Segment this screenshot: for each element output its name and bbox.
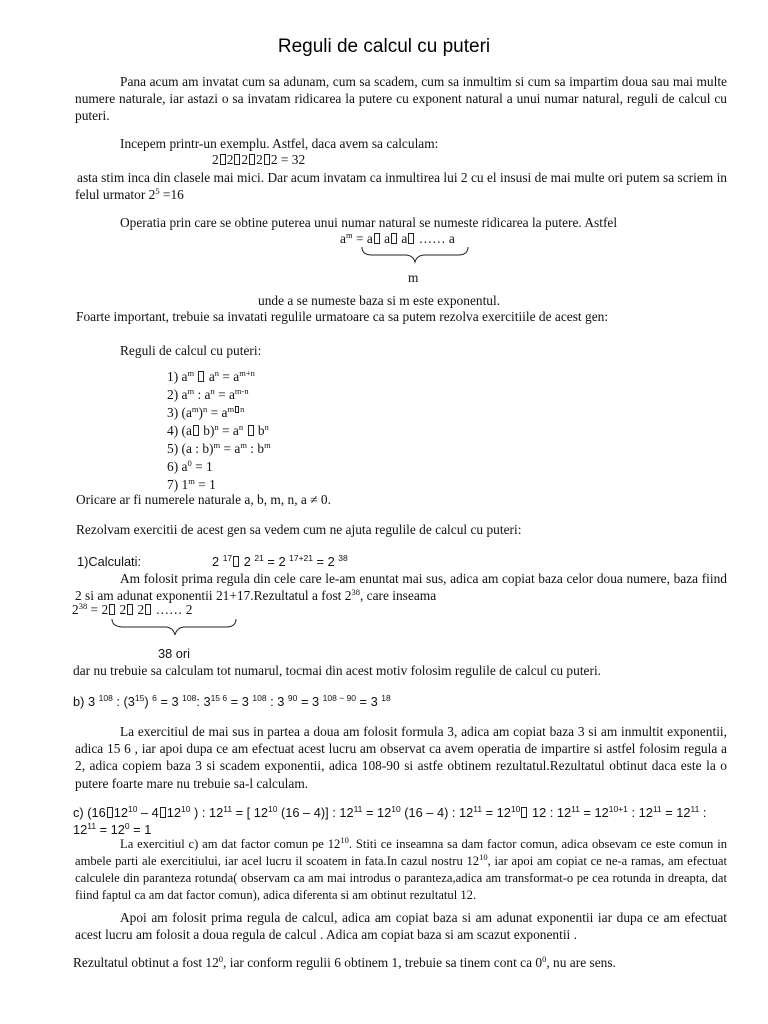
multiply-dot-icon [193,425,199,436]
multiply-dot-icon [160,807,166,818]
ex2-formula: b) 3 $^{108}$ : $(3^{15}) ^6 = 3$ $^{108}$: $3^{15 6} = 3$ $^{108}$ : 3 $^{90}$ = 3 $^{108 - 90}$ = 3 $^{18}$ [73,693,391,709]
rules-condition: Oricare ar fi numerele naturale a, b, m, n, a ≠ 0. [76,492,331,507]
example-product: 2 2 2 2 2 = 32 [212,152,306,167]
multiply-dot-icon [107,807,113,818]
solve-lead: Rezolvam exercitii de acest gen sa vedem cum ne ajuta regulile de calcul cu puteri: [76,522,522,537]
multiply-dot-icon [234,154,240,165]
ex1-formula: 2 $^{17}$ 2 $^{21}$ = 2 $^{17+21}$ = 2 $^{38}$ [212,553,348,569]
multiply-dot-icon [249,154,255,165]
brace-label-m: m [408,270,419,285]
multiply-dot-icon [521,807,527,818]
multiply-dot-icon [391,233,397,244]
example-product-result: = 32 [280,152,306,167]
intro-paragraph: Pana acum am invatat cum sa adunam, cum sa scadem, cum sa inmultim si cum sa impartim doua sau mai multe numere naturale, iar astazi o sa invatam ridicarea la putere cu exponent natural a unui numar natural, reguli de calcul cu puteri. [75,74,727,124]
definition-note: unde a se numeste baza si m este exponentul. [258,293,501,308]
rule-item: 5) (a : $b)^m = a^m$ : $b^m$ [167,440,271,456]
rule-item: 2) $a^m$ : $a^n = a^{m-n}$ [167,386,249,402]
ex3-formula-line2: $12^{11} = 12^0 = 1$ [73,821,152,837]
ex2-explanation: La exercitiul de mai sus in partea a doua am folosit formula 3, adica am copiat baza 3 si am inmultit exponentii, adica 15 6 , iar apoi dupa ce am efectuat acest lucru am observat ca avem operatia de impartire si astfel folosim regula a 2, adica copiem baza 3 si scadem exponentii, adica 108-90 si astfe obtinem rezultatul.Rezultatul obtinut daca este la o putere foarte mare nu trebuie sa-l calculam. [75,724,727,791]
brace-m [360,245,470,265]
brace-label-38: 38 ori [158,646,191,661]
ex1-label: 1)Calculati: [77,554,142,569]
example-lead: Incepem printr-un exemplu. Astfel, daca avem sa calculam: [120,136,439,151]
multiply-dot-icon [374,233,380,244]
multiply-dot-icon [145,604,151,615]
multiply-dot-icon [248,425,254,436]
rule-item: 3) $(a^m)^n = a^{m n}$ [167,404,245,420]
brace-38 [110,617,240,639]
multiply-dot-icon [408,233,414,244]
multiply-dot-icon [235,406,239,413]
definition-formula: $a^m = a$ a a …… a [340,230,455,246]
multiply-dot-icon [109,604,115,615]
final-note: Rezultatul obtinut a fost $12^0$, iar conform regulii 6 obtinem 1, trebuie sa tinem cont ca $0^0$, nu are sens. [73,954,616,970]
rule-item: 1) $a^m$ $a^n = a^{m+n}$ [167,368,255,384]
multiply-dot-icon [198,371,204,382]
ex3-formula-line1: c) (16 $12^{10} - 4$ $12^{10}$ ) : $12^{11}$ = [ $12^{10}$ (16 – 4)] : $12^{11} = 12^{10}$ (16 – 4) : $12^{11} = 12^{10}$ 12 : $12^{11} = 12^{10+1}$ : $12^{11} = 12^{11}$ : [73,804,707,820]
ex1-expansion: $2^{38} = 2$ 2 2 …… 2 [72,601,193,617]
ex1-explanation: Am folosit prima regula din cele care le-am enuntat mai sus, adica am copiat baza celor doua numere, baza fiind 2 si am adunat exponentii 21+17.Rezultatul a fost $2^{38}$, care inseama [75,571,727,604]
multiply-dot-icon [220,154,226,165]
ex3-explanation: La exercitiul c) am dat factor comun pe $12^{10}$. Stiti ce inseamna sa dam factor comun, adica obsevam ce este comun in ambele parti ale exercitiului, iar acel lucru il scoatem in fata.In cazul nostru $12^{10}$, iar apoi am copiat ce ne-a ramas, am efectuat calculele din paranteza rotunda( observam ca am mai introdus o paranteza,adica am transformat-o pe cea rotunda in dreapta, dat fiind faptul ca am dat factor comun), adica diferenta si am obtinut rezultatul 12. [75,835,727,902]
ex1-conclusion: dar nu trebuie sa calculam tot numarul, tocmai din acest motiv folosim regulile de calcul cu puteri. [73,663,602,678]
summary-paragraph: Apoi am folosit prima regula de calcul, adica am copiat baza si am adunat exponentii iar dupa ce am efectuat acest lucru am folosit a doua regula de calcul . Adica am copiat baza si am scazut exponentii . [75,910,727,943]
rule-item: 6) $a^0 = 1$ [167,458,213,474]
multiply-dot-icon [264,154,270,165]
definition-lead: Operatia prin care se obtine puterea unui numar natural se numeste ridicarea la putere. Astfel [120,215,618,230]
multiply-dot-icon [233,556,239,567]
rules-heading: Reguli de calcul cu puteri: [120,343,262,358]
rule-item: 7) $1^m = 1$ [167,476,216,492]
rule-item: 4) (a $b)^n = a^n$ $b^n$ [167,422,269,438]
example-after: asta stim inca din clasele mai mici. Dar acum invatam ca inmultirea lui 2 cu el insusi de mai multe ori putem sa scriem in felul urmator $2^5 =16$ [75,170,727,203]
rules-list [167,368,271,494]
important-note: Foarte important, trebuie sa invatati regulile urmatoare ca sa putem rezolva exercitiile de acest gen: [76,309,609,324]
multiply-dot-icon [127,604,133,615]
page-title: Reguli de calcul cu puteri [277,36,491,57]
